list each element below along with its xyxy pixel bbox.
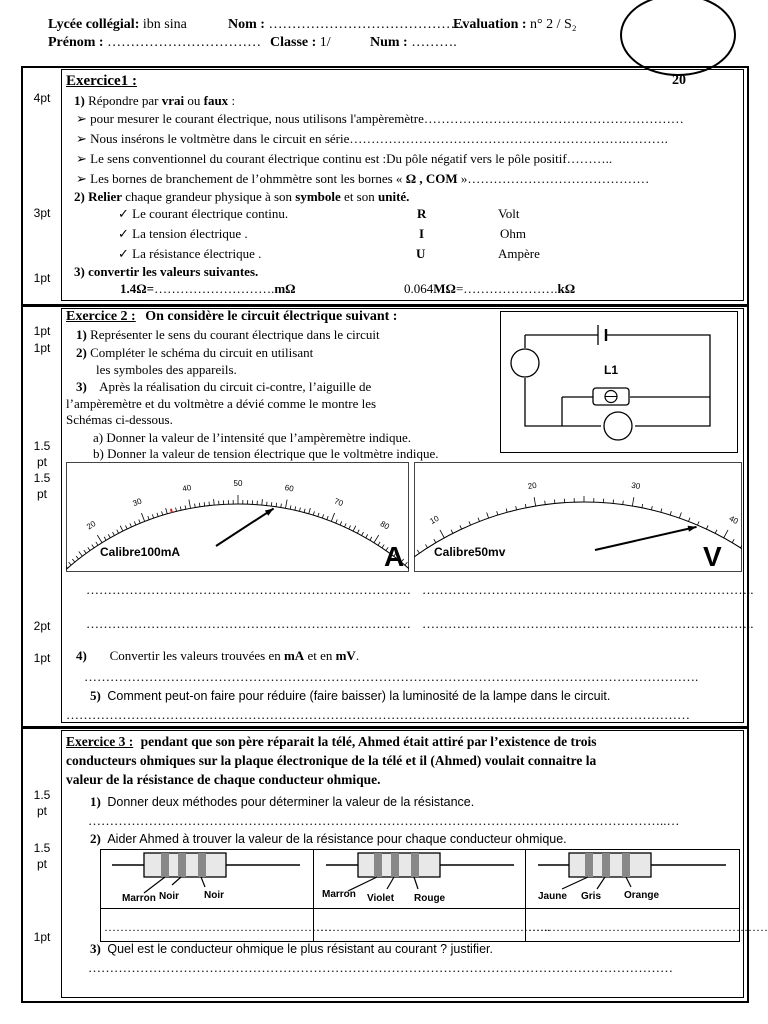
conv1-left: 1.4Ω= [120,281,155,296]
band-color-2: Violet [367,893,395,904]
resistor-band-2 [602,853,610,877]
scale-label: 30 [131,496,144,509]
resistor-answer-1[interactable]: ………………………………………………… [104,920,332,934]
resistor-2[interactable] [322,853,514,904]
prenom-field[interactable]: …………………………… [107,35,262,50]
ex2-q4 [76,648,359,664]
ex3-q2-text: Aider Ahmed à trouver la valeur de la résistance pour chaque conducteur ohmique. [107,832,567,846]
band-color-3: Noir [204,890,224,901]
ex1-q1-text: Répondre par [88,93,162,108]
points-4pt: 4pt [33,91,51,105]
ex2-q2 [76,345,313,361]
scale-label: 40 [727,513,740,526]
conv1-unit: mΩ [274,281,296,296]
arrow-icon [387,877,394,889]
voltmeter-caliber: Calibre50mv [434,545,506,559]
resistor-band-3 [622,853,630,877]
points-1pt: 1pt [33,271,51,285]
ex1-s4-text-a: Les bornes de branchement de l’ohmmètre sont les bornes « [90,171,406,186]
scale-label: 70 [332,496,345,509]
band-color-1: Marron [122,893,156,904]
classe-line [270,35,331,51]
match-unit-2[interactable]: Ohm [500,226,526,241]
match-unit-3[interactable]: Ampère [498,246,540,261]
match-row-2 [118,226,248,242]
ex2-q4-mv: mV [335,648,356,663]
ex1-q1-vrai: vrai [161,93,185,108]
band-color-3: Rouge [414,893,446,904]
ex1-q2 [74,189,409,205]
match-grandeur-1[interactable]: Le courant électrique continu. [132,206,289,221]
ex3-q3-num: 3) [90,941,101,956]
answer-line-voltmeter-2[interactable]: ………………………………………………………………….. [422,616,754,631]
ex3-q1 [90,794,474,810]
ex2-q5-answer[interactable]: ……………………………………………………………………………………………………………………………… [66,707,690,722]
arrow-icon [172,877,181,885]
scale-label: 50 [233,479,243,488]
meter-circle-left[interactable] [511,349,539,377]
conv2-unit-to: kΩ [557,281,576,296]
scale-tick [545,501,546,505]
conv2-unit-from: MΩ [433,281,456,296]
evaluation-value: n° 2 / S₂ [530,17,577,32]
grade-oval [620,0,736,76]
checkmark-icon: ✓ [118,206,133,221]
exercise3-title: Exercice 3 : [66,734,134,749]
ex1-statement-2[interactable] [76,131,668,147]
ex1-q2-et: et son [340,189,378,204]
points-1-5pt-b: 1.5 pt [33,471,51,501]
exercise2-intro: On considère le circuit électrique suivant : [145,309,398,324]
lamp-label: L1 [604,363,619,377]
school-value: ibn sina [142,17,187,32]
band-color-1: Jaune [538,891,567,902]
checkmark-icon: ✓ [118,246,133,261]
resistor-band-2 [391,853,399,877]
ex1-q3: 3) convertir les valeurs suivantes. [74,264,259,279]
ex1-statement-1[interactable] [76,111,684,127]
ex2-q4-et: et en [304,648,336,663]
num-label: Num : [370,35,408,50]
ex1-q2-text: chaque grandeur physique à son [122,189,296,204]
match-row-3 [118,246,261,262]
match-unit-1[interactable]: Volt [498,206,520,221]
arrow-bullet-icon: ➢ [76,171,91,186]
ex2-q4-text: Convertir les valeurs trouvées en [109,648,284,663]
ex2-q2-cont: les symboles des appareils. [96,362,237,377]
ex2-q2-num: 2) [76,345,87,360]
answer-line-voltmeter-1[interactable]: ………………………………………………………………….. [422,582,754,597]
resistor-drawings [100,849,738,907]
match-grandeur-2[interactable]: La tension électrique . [132,226,248,241]
ex2-q3-text: Après la réalisation du circuit ci-contre, l’aiguille de [99,379,372,394]
ex2-q3-num: 3) [76,379,87,394]
ex3-q3-text: Quel est le conducteur ohmique le plus résistant au courant ? justifier. [107,942,493,956]
checkmark-icon: ✓ [118,226,133,241]
ex2-q5 [90,688,610,704]
ammeter-letter: A [384,541,405,572]
match-grandeur-3[interactable]: La résistance électrique . [132,246,262,261]
total-score: 20 [672,73,686,88]
scale-red-mark [171,509,172,513]
points-1-5pt-ex3-b: 1.5 pt [33,841,51,871]
ex2-q3-line3: Schémas ci-dessous. [66,412,173,427]
exercise1-title: Exercice1 : [66,73,137,89]
band-color-2: Gris [581,891,602,902]
points-1pt-ex3: 1pt [33,930,51,944]
num-field[interactable]: ………. [411,35,457,50]
ex1-s4-text-c: »…………………………………… [457,171,650,186]
scale-label: 20 [527,480,538,492]
conversion-2[interactable] [404,281,575,297]
ex1-q1-faux: faux [203,93,229,108]
ex2-q1-text: Représenter le sens du courant électrique dans le circuit [90,327,380,342]
ex1-s2-text: Nous insérons le voltmètre dans le circuit en série……………………………………………………….………. [90,131,668,146]
ex1-q2-unite: unité. [378,189,410,204]
voltmeter-dial [414,462,742,572]
scale-tick [262,499,263,505]
ex3-q1-num: 1) [90,794,101,809]
exercise3-intro-3: valeur de la résistance de chaque conducteur ohmique. [66,772,381,787]
ex2-q4-dot: . [355,648,360,663]
ex3-q3 [90,941,493,957]
prenom-line [48,35,261,51]
exercise3-intro-1: pendant que son père réparait la télé, Ahmed était attiré par l’existence de trois [140,734,597,749]
meter-circle-bottom[interactable] [604,412,632,440]
table-divider [101,908,739,909]
num-line [370,35,457,51]
scale-label: 10 [428,513,441,526]
scale-label: 40 [181,483,192,494]
answer-line-ammeter-1[interactable]: ………………………………………………………………… [86,582,411,597]
resistor-band-1 [161,853,169,877]
ex1-statement-4[interactable] [76,171,649,187]
ex1-s1-text: pour mesurer le courant électrique, nous utilisons l'ampèremètre…………………………………………………… [90,111,684,126]
ammeter-caliber: Calibre100mA [100,545,181,559]
resistor-answer-2[interactable]: ………………………………………………….. [316,920,550,934]
arrow-bullet-icon: ➢ [76,151,91,166]
resistor-band-3 [198,853,206,877]
arrow-bullet-icon: ➢ [76,131,91,146]
match-row-1 [118,206,288,222]
voltmeter-letter: V [703,541,722,572]
ex2-q3b: b) Donner la valeur de tension électrique que le voltmètre indique. [93,446,439,461]
nom-label: Nom : [228,17,265,32]
ex3-q3-answer[interactable]: ……………………………………………………………………………………………………………………… [88,960,673,975]
evaluation-line [453,17,577,33]
ex2-q3-line2: l’ampèremètre et du voltmètre a dévié comme le montre les [66,396,377,411]
arrow-icon [414,877,418,889]
ex2-q4-num: 4) [76,648,87,663]
scale-label: 60 [284,483,295,494]
ex1-s3-text: Le sens conventionnel du courant électrique continu est :Du pôle négatif vers le pôle positif……….. [90,151,613,166]
scale-label: 80 [378,519,391,532]
resistor-band-3 [411,853,419,877]
ex1-q2-relier: Relier [88,189,123,204]
resistor-band-2 [178,853,186,877]
ex2-q4-ma: mA [283,648,305,663]
conv2-left: 0.064 [404,281,434,296]
prenom-label: Prénom : [48,35,104,50]
points-2pt: 2pt [33,619,51,633]
scale-tick [271,502,272,506]
band-color-2: Noir [159,891,179,902]
scale-label: 30 [630,480,641,492]
resistor-band-1 [585,853,593,877]
nom-field[interactable]: ……………………………………. [268,17,468,32]
resistor-answer-3[interactable]: …………………………………………………… [528,920,768,934]
arrow-icon [626,877,631,887]
ex2-q1 [76,327,380,343]
ex2-q3 [76,379,371,395]
ex3-q2-num: 2) [90,831,101,846]
points-1-5pt-a: 1.5 pt [33,439,51,469]
band-color-1: Marron [322,889,356,900]
exercise2-title: Exercice 2 : [66,309,136,324]
conv1-blank: ………………………. [154,281,275,296]
ex2-q3a: a) Donner la valeur de l’intensité que l’ampèremètre indique. [93,430,412,445]
ammeter-dial [66,462,409,572]
scale-tick [204,502,205,506]
resistor-1[interactable] [112,853,300,904]
exercise3-heading [66,734,597,750]
ex2-q4-answer[interactable]: ……………………………………………………………………………………………………………………………. [84,669,699,684]
exercise3-intro-2: conducteurs ohmiques sur la plaque électronique de la télé et il (Ahmed) voulait connaitre la [66,753,597,768]
match-symbol-3[interactable]: U [416,246,426,261]
points-1pt-ex2-c: 1pt [33,651,51,665]
evaluation-label: Evaluation : [453,17,527,32]
arrow-bullet-icon: ➢ [76,111,91,126]
resistor-3[interactable] [538,853,726,902]
ex1-q1-num: 1) [74,93,85,108]
ex1-statement-3[interactable] [76,151,612,167]
ex3-q2 [90,831,567,847]
conversion-1[interactable] [120,281,296,297]
points-1pt-ex2-a: 1pt [33,324,51,338]
points-3pt: 3pt [33,206,51,220]
ex3-q1-answer[interactable]: ……………………………………………………………………………………………………………………..… [88,813,680,828]
ex1-q2-num: 2) [74,189,85,204]
ex1-q2-symbole: symbole [295,189,341,204]
school-label: Lycée collégial: [48,17,140,32]
exercise2-heading [66,309,397,325]
circuit-diagram [500,311,738,453]
ex1-q1-colon: : [228,93,236,108]
scale-tick [214,499,215,505]
arrow-icon [597,877,605,889]
nom-line [228,17,468,33]
answer-line-ammeter-2[interactable]: ………………………………………………………………… [86,616,411,631]
band-color-3: Orange [624,890,660,901]
ex2-q5-num: 5) [90,688,101,703]
ex2-q5-text: Comment peut-on faire pour réduire (faire baisser) la luminosité de la lampe dans le circuit. [107,689,611,703]
classe-label: Classe : [270,35,317,50]
arrow-icon [201,877,205,887]
ex1-s4-text-b: Ω , COM [405,171,458,186]
match-symbol-1[interactable]: R [417,206,427,221]
scale-tick [623,501,624,505]
arrow-icon [562,877,588,889]
scale-label: 20 [85,519,98,532]
ex1-q1-ou: ou [184,93,204,108]
points-1pt-ex2-b: 1pt [33,341,51,355]
points-1-5pt-ex3-a: 1.5 pt [33,788,51,818]
school-line [48,17,187,33]
ex2-q2-text: Compléter le schéma du circuit en utilisant [90,345,314,360]
conv2-blank: =…………………. [455,281,558,296]
ex2-q1-num: 1) [76,327,87,342]
ex1-q1 [74,93,235,109]
classe-value: 1/ [319,35,331,50]
ex3-q1-text: Donner deux méthodes pour déterminer la valeur de la résistance. [107,795,475,809]
match-symbol-2[interactable]: I [419,226,425,241]
resistor-band-1 [374,853,382,877]
